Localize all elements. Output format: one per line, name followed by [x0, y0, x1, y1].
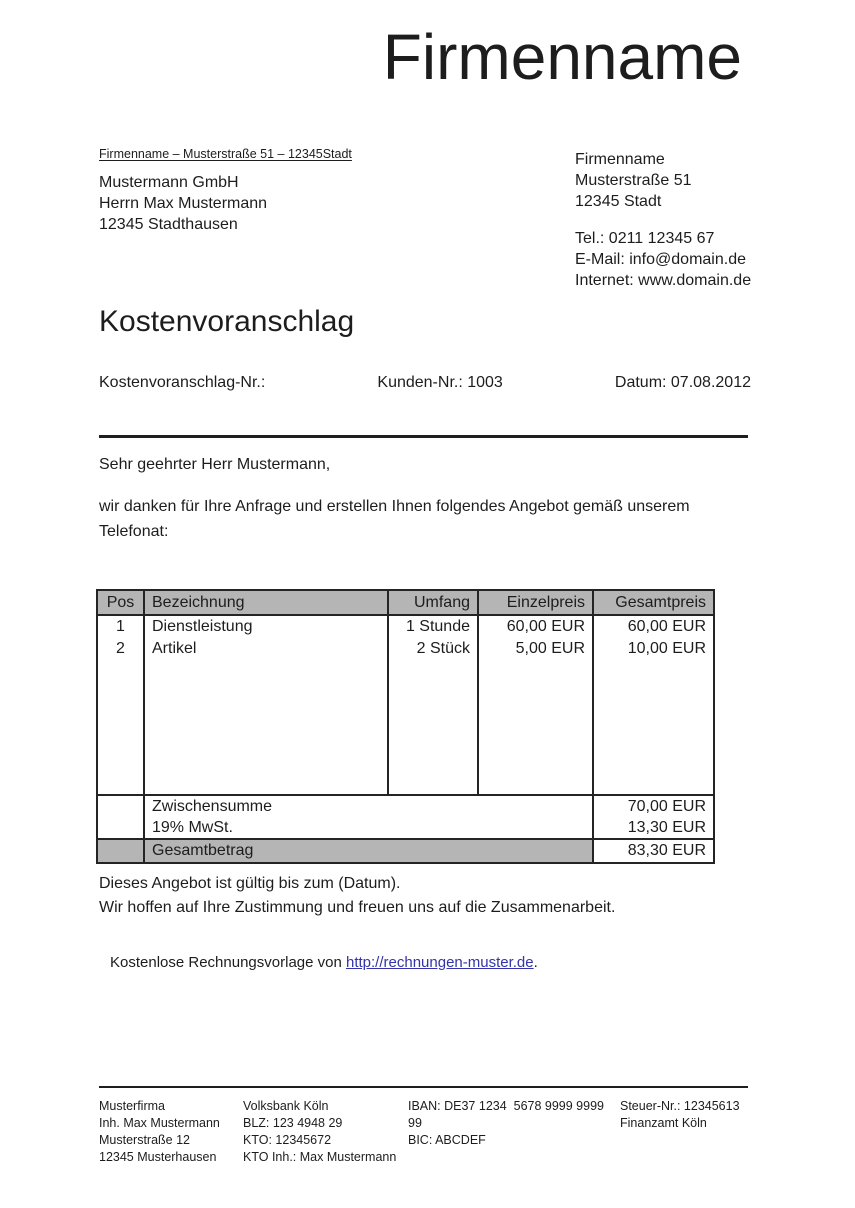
template-source-link[interactable]: http://rechnungen-muster.de	[346, 954, 534, 971]
subtotal-row	[97, 795, 714, 817]
table-empty-space	[97, 660, 714, 795]
grand-total-label: Gesamtbetrag	[144, 839, 593, 863]
item-quantity: 1 Stunde	[388, 615, 478, 638]
table-row	[97, 615, 714, 638]
footer-bank-column: Volksbank Köln BLZ: 123 4948 29 KTO: 12345672 KTO Inh.: Max Mustermann	[243, 1099, 397, 1164]
estimate-number-label: Kostenvoranschlag-Nr.:	[99, 374, 266, 391]
validity-note: Dieses Angebot ist gültig bis zum (Datum).	[99, 875, 401, 892]
company-contact-block	[575, 149, 751, 291]
company-city: 12345 Stadt	[575, 193, 662, 210]
recipient-address	[99, 172, 267, 235]
credit-suffix: .	[533, 954, 538, 971]
grand-total-value: 83,30 EUR	[593, 839, 714, 863]
col-header-pos: Pos	[97, 590, 144, 615]
credit-prefix: Kostenlose Rechnungsvorlage von	[110, 954, 346, 971]
subtotal-value: 70,00 EUR	[593, 795, 714, 817]
items-table	[96, 589, 715, 864]
footer	[99, 1098, 755, 1166]
subtotal-label: Zwischensumme	[144, 795, 593, 817]
customer-number: Kunden-Nr.: 1003	[377, 374, 503, 391]
table-header-row	[97, 590, 714, 615]
document-title: Kostenvoranschlag	[99, 305, 355, 338]
col-header-unit-price: Einzelpreis	[478, 590, 593, 615]
company-phone: Tel.: 0211 12345 67	[575, 230, 715, 247]
grand-total-row	[97, 839, 714, 863]
document-meta-row	[99, 374, 751, 392]
vat-value: 13,30 EUR	[593, 817, 714, 839]
company-website: Internet: www.domain.de	[575, 272, 752, 289]
salutation: Sehr geehrter Herr Mustermann,	[99, 456, 331, 473]
footer-divider	[99, 1086, 748, 1088]
item-quantity: 2 Stück	[388, 638, 478, 660]
recipient-name: Herrn Max Mustermann	[99, 195, 268, 212]
company-comms	[575, 228, 751, 291]
vat-label: 19% MwSt.	[144, 817, 593, 839]
col-header-total-price: Gesamtpreis	[593, 590, 714, 615]
cooperation-note: Wir hoffen auf Ihre Zustimmung und freuen uns auf die Zusammenarbeit.	[99, 899, 616, 916]
item-pos: 1	[97, 615, 144, 638]
item-description: Dienstleistung	[144, 615, 388, 638]
recipient-city: 12345 Stadthausen	[99, 216, 238, 233]
item-total-price: 10,00 EUR	[593, 638, 714, 660]
company-email: E-Mail: info@domain.de	[575, 251, 746, 268]
recipient-company: Mustermann GmbH	[99, 174, 239, 191]
company-street: Musterstraße 51	[575, 172, 692, 189]
item-pos: 2	[97, 638, 144, 660]
intro-paragraph: wir danken für Ihre Anfrage und erstellen Ihnen folgendes Angebot gemäß unserem Telefonat:	[99, 498, 690, 540]
header-divider	[99, 435, 748, 438]
closing-notes	[99, 872, 615, 920]
item-unit-price: 5,00 EUR	[478, 638, 593, 660]
sender-return-address: Firmenname – Musterstraße 51 – 12345Stadt	[99, 147, 352, 161]
company-name: Firmenname	[575, 151, 665, 168]
item-total-price: 60,00 EUR	[593, 615, 714, 638]
item-unit-price: 60,00 EUR	[478, 615, 593, 638]
footer-company-column: Musterfirma Inh. Max Mustermann Musterstraße 12 12345 Musterhausen	[99, 1099, 220, 1164]
document-date: Datum: 07.08.2012	[614, 374, 751, 391]
table-row	[97, 638, 714, 660]
col-header-description: Bezeichnung	[144, 590, 388, 615]
template-credit-line	[110, 954, 538, 971]
footer-iban-column: IBAN: DE37 1234 5678 9999 9999 99 BIC: ABCDEF	[408, 1099, 608, 1147]
company-address	[575, 149, 751, 212]
col-header-quantity: Umfang	[388, 590, 478, 615]
company-title: Firmenname	[382, 21, 742, 93]
vat-row	[97, 817, 714, 839]
footer-tax-column: Steuer-Nr.: 12345613 Finanzamt Köln	[620, 1099, 740, 1130]
item-description: Artikel	[144, 638, 388, 660]
